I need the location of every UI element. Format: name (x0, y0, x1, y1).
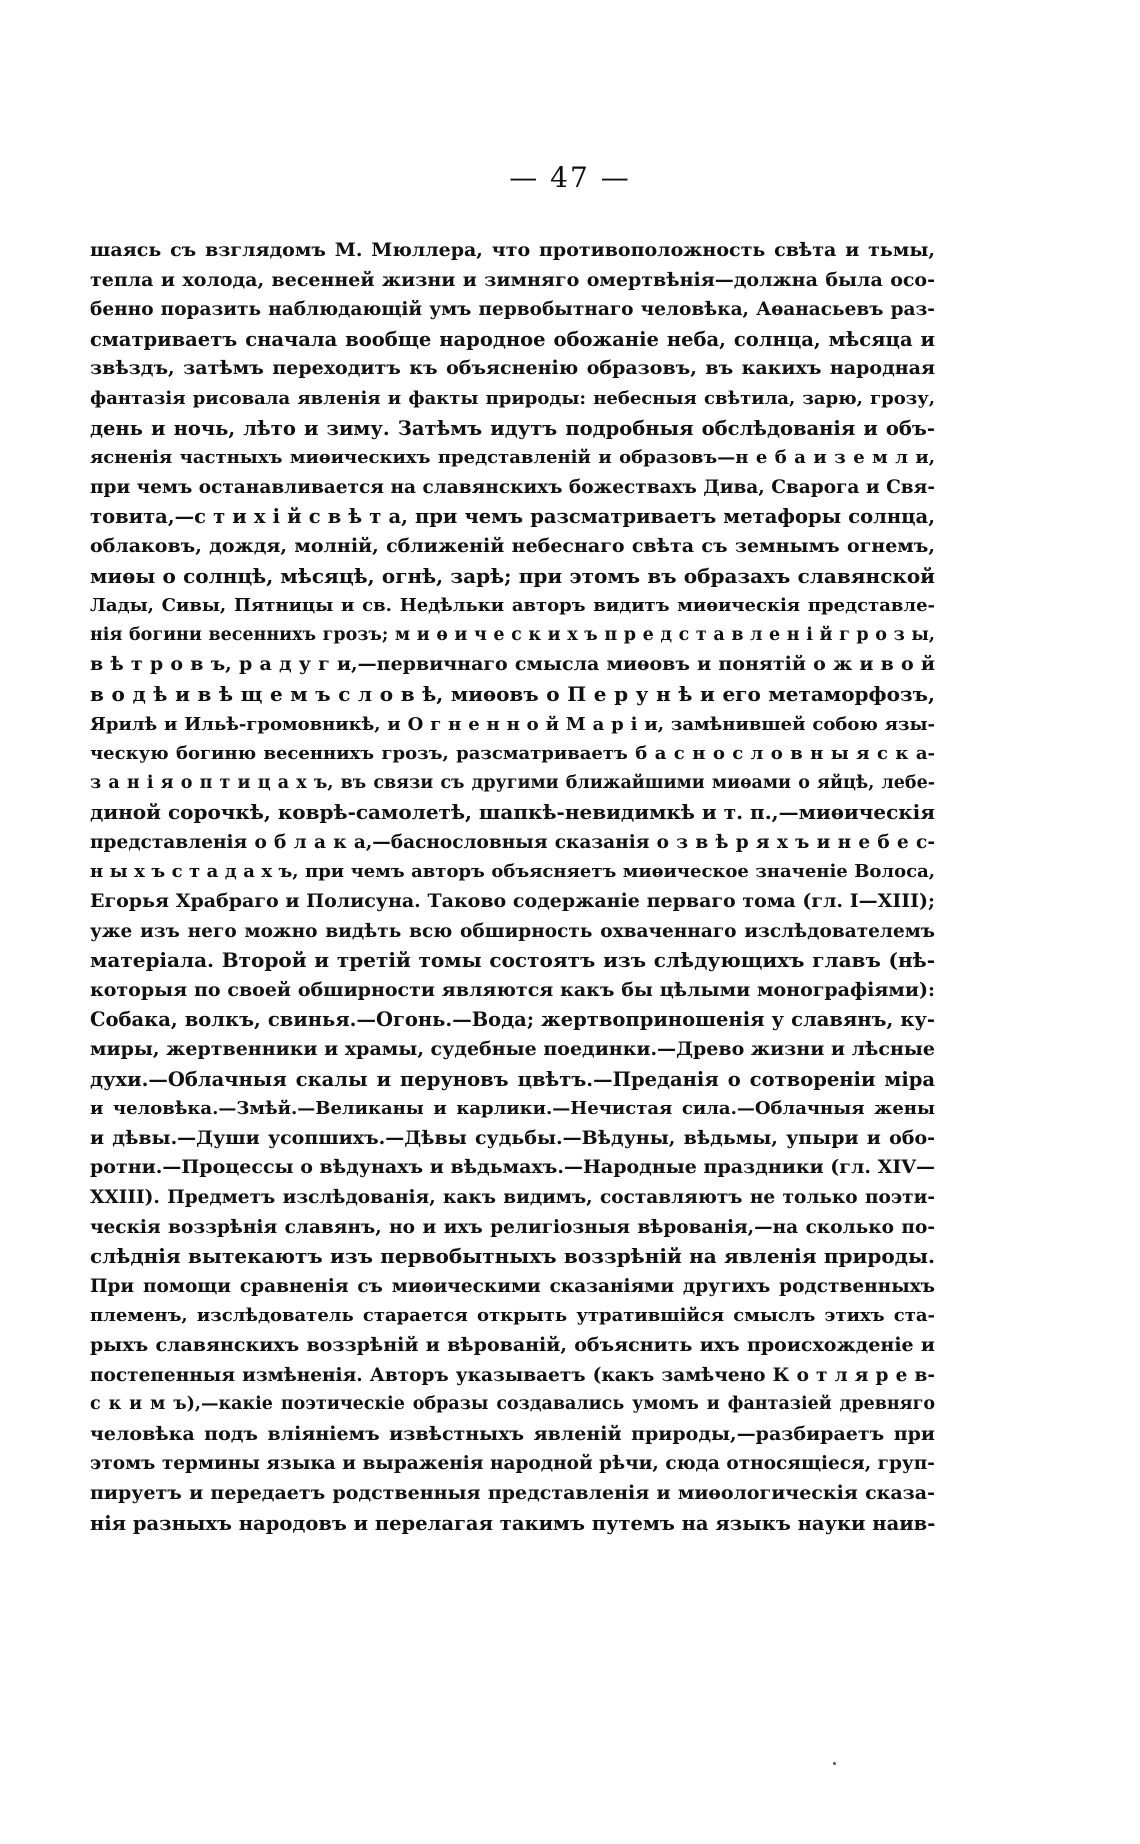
text-line: сматриваетъ сначала вообще народное обожаніе неба, солнца, мѣсяца и (90, 327, 935, 351)
text-line: ротни.—Процессы о вѣдунахъ и вѣдьмахъ.—Народные праздники (гл. XIV— (90, 1156, 935, 1179)
text-line: духи.—Облачныя скалы и перуновъ цвѣтъ.—Преданія о сотвореніи міра (90, 1067, 935, 1091)
text-line: матеріала. Второй и третій томы состоятъ изъ слѣдующихъ главъ (нѣ- (90, 948, 935, 973)
text-line: день и ночь, лѣто и зиму. Затѣмъ идутъ подробныя обслѣдованія и объ- (90, 416, 935, 440)
text-line: рыхъ славянскихъ воззрѣній и вѣрованій, объяснить ихъ происхожденіе и (90, 1333, 935, 1356)
text-line: постепенныя измѣненія. Авторъ указываетъ (какъ замѣчено К о т л я р е в- (90, 1364, 935, 1386)
text-line: н ы х ъ с т а д а х ъ, при чемъ авторъ объясняетъ миѳическое значеніе Волоса, (90, 861, 935, 883)
text-line: з а н і я о п т и ц а х ъ, въ связи съ другими ближайшими миѳами о яйцѣ, лебе- (90, 772, 935, 793)
text-line: XXIII). Предметъ изслѣдованія, какъ видимъ, составляютъ не только поэти- (90, 1187, 935, 1208)
text-line: уже изъ него можно видѣть всю обширность охваченнаго изслѣдователемъ (90, 920, 935, 942)
text-line: с к и м ъ),—какіе поэтическіе образы создавались умомъ и фантазіей древняго (90, 1394, 935, 1415)
text-line: и человѣка.—Змѣй.—Великаны и карлики.—Нечистая сила.—Облачныя жены (90, 1098, 935, 1120)
text-line: Лады, Сивы, Пятницы и св. Недѣльки авторъ видитъ миѳическія представле- (90, 595, 935, 617)
text-line: этомъ термины языка и выраженія народной рѣчи, сюда относящіеся, груп- (90, 1453, 935, 1475)
page-number: — 47 — (509, 161, 631, 194)
text-line: ческія воззрѣнія славянъ, но и ихъ религіозныя вѣрованія,—на сколько по- (90, 1216, 935, 1238)
text-line: Собака, волкъ, свинья.—Огонь.—Вода; жертвоприношенія у славянъ, ку- (90, 1008, 935, 1032)
text-line: товита,—с т и х і й с в ѣ т а, при чемъ разсматриваетъ метафоры солнца, (90, 505, 935, 529)
text-line: диной сорочкѣ, коврѣ-самолетѣ, шапкѣ-невидимкѣ и т. п.,—миѳическія (90, 800, 935, 825)
text-line: пируетъ и передаетъ родственныя представленія и миѳологическія сказа- (90, 1481, 935, 1504)
text-line: тепла и холода, весенней жизни и зимняго омертвѣнія—должна была осо- (90, 268, 935, 291)
text-line: в ѣ т р о в ъ, р а д у г и,—первичнаго смысла миѳовъ и понятій о ж и в о й (90, 653, 935, 676)
text-line: ясненія частныхъ миѳическихъ представленій и образовъ—н е б а и з е м л и, (90, 447, 935, 469)
scan-speck (833, 1762, 836, 1765)
text-line: При помощи сравненія съ миѳическими сказаніями другихъ родственныхъ (90, 1275, 935, 1297)
text-line: миры, жертвенники и храмы, судебные поединки.—Древо жизни и лѣсные (90, 1038, 935, 1061)
text-line: ческую богиню весеннихъ грозъ, разсматриваетъ б а с н о с л о в н ы я с к а- (90, 743, 935, 765)
text-line: племенъ, изслѣдователь старается открыть утратившійся смыслъ этихъ ста- (90, 1305, 935, 1327)
text-line: при чемъ останавливается на славянскихъ божествахъ Дива, Сварога и Свя- (90, 476, 935, 498)
text-line: и дѣвы.—Души усопшихъ.—Дѣвы судьбы.—Вѣдуны, вѣдьмы, упыри и обо- (90, 1126, 935, 1149)
text-line: Ярилѣ и Ильѣ-громовникѣ, и О г н е н н о й М а р і и, замѣнившей собою язы- (90, 713, 935, 735)
text-line: представленія о б л а к а,—баснословныя сказанія о з в ѣ р я х ъ и н е б е с- (90, 831, 935, 853)
text-line: фантазія рисовала явленія и факты природы: небесныя свѣтила, зарю, грозу, (90, 387, 935, 409)
text-line: звѣздъ, затѣмъ переходитъ къ объясненію образовъ, въ какихъ народная (90, 357, 935, 380)
text-line: шаясь съ взглядомъ М. Мюллера, что противоположность свѣта и тьмы, (90, 239, 935, 261)
text-line: нія разныхъ народовъ и перелагая такимъ путемъ на языкъ науки наив- (90, 1511, 935, 1535)
text-line: в о д ѣ и в ѣ щ е м ъ с л о в ѣ, миѳовъ о П е р у н ѣ и его метаморфозъ, (90, 681, 935, 706)
text-line: бенно поразить наблюдающій умъ первобытнаго человѣка, Аѳанасьевъ раз- (90, 299, 935, 321)
text-line: нія богини весеннихъ грозъ; м и ѳ и ч е с к и х ъ п р е д с т а в л е н і й г р о з ы, (90, 624, 935, 645)
text-line: слѣднія вытекаютъ изъ первобытныхъ воззрѣній на явленія природы. (90, 1244, 935, 1269)
text-line: облаковъ, дождя, молній, сближеній небеснаго свѣта съ земнымъ огнемъ, (90, 534, 935, 557)
body-text (90, 236, 935, 1538)
text-line: которыя по своей обширности являются какъ бы цѣлыми монографіями): (90, 978, 935, 1001)
text-line: Егорья Храбраго и Полисуна. Таково содержаніе перваго тома (гл. I—XIII); (90, 890, 935, 913)
text-line: человѣка подъ вліяніемъ извѣстныхъ явленій природы,—разбираетъ при (90, 1422, 935, 1445)
text-line: миѳы о солнцѣ, мѣсяцѣ, огнѣ, зарѣ; при этомъ въ образахъ славянской (90, 563, 935, 588)
